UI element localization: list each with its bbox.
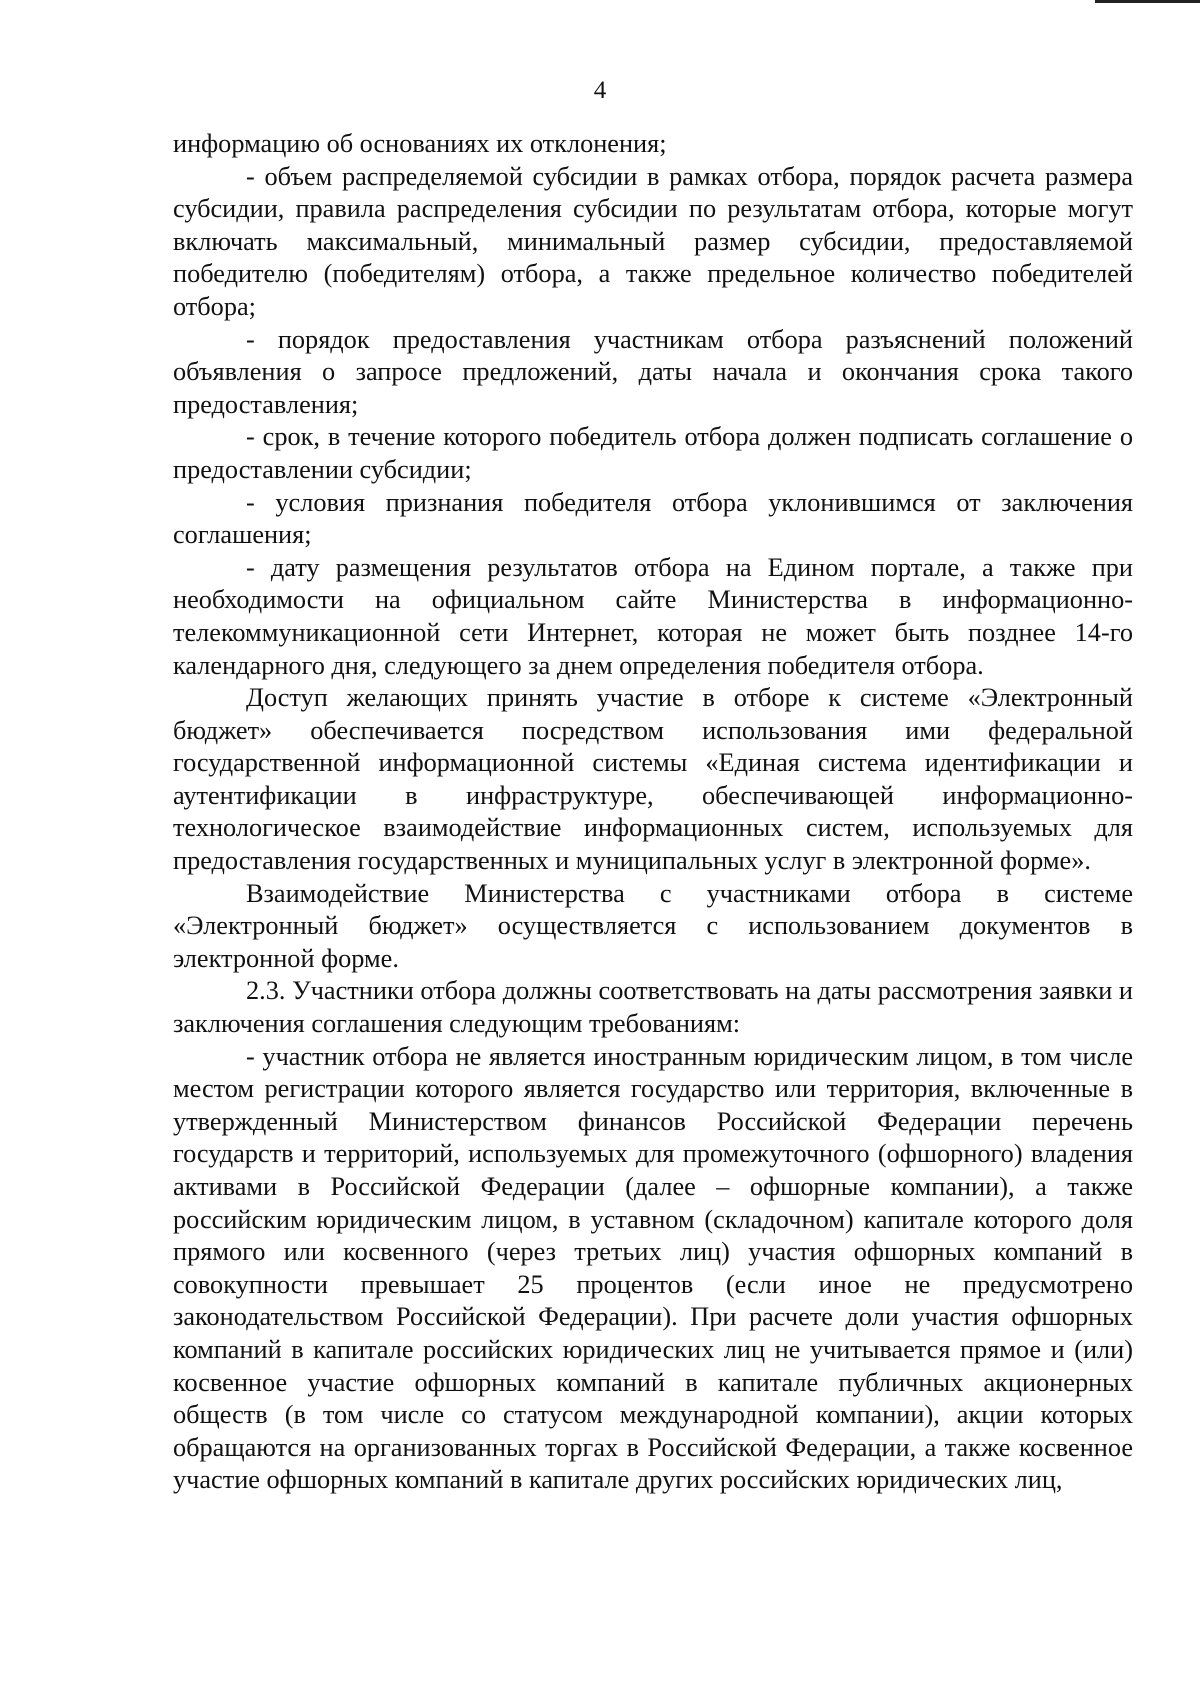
page-number: 4 [593,77,607,104]
scan-edge-mark [1095,0,1200,3]
list-item-evasion-conditions: - условия признания победителя отбора уклонившимся от заключения соглашения; [173,487,1133,550]
list-item-signing-deadline: - срок, в течение которого победитель отбора должен подписать соглашение о предоставлении субсидии; [173,422,1133,484]
list-item-offshore-requirement: - участник отбора не является иностранным юридическим лицом, в том числе местом регистрации которого является государство или территория, включенные в утвержденный Министерством финансов Российской Федерации перечень государств и территорий, используемых для промежуточного (офшорного) владения активами в Российской Федерации (далее – офшорные компании), а также российским юридическим лицом, в уставном (складочном) капитале которого доля прямого или косвенного (через третьих лиц) участия офшорных компаний в совокупности превышает 25 процентов (если иное не предусмотрено законодательством Российской Федерации). При расчете доли участия офшорных компаний в капитале российских юридических лиц не учитывается прямое и (или) косвенное участие офшорных компаний в капитале публичных акционерных обществ (в том числе со статусом международной компании), акции которых обращаются на организованных торгах в Российской Федерации, а также косвенное участие офшорных компаний в капитале других российских юридических лиц, [173,1041,1133,1495]
document-body [173,128,1133,1497]
paragraph-continuation: информацию об основаниях их отклонения; [173,129,667,158]
paragraph-system-access: Доступ желающих принять участие в отборе к системе «Электронный бюджет» обеспечивается посредством использования ими федеральной государственной информационной системы «Единая система идентификации и аутентификации в инфраструктуре, обеспечивающей информационно-технологическое взаимодействие информационных систем, используемых для предоставления государственных и муниципальных услуг в электронной форме». [173,683,1133,876]
list-item-results-date: - дату размещения результатов отбора на Едином портале, а также при необходимости на официальном сайте Министерства в информационно-телекоммуникационной сети Интернет, которая не может быть позднее 14-го календарного дня, следующего за днем определения победителя отбора. [173,552,1133,680]
list-item-clarification-procedure: - порядок предоставления участникам отбора разъяснений положений объявления о запросе предложений, даты начала и окончания срока такого предоставления; [173,324,1133,419]
list-item-subsidy-volume: - объем распределяемой субсидии в рамках отбора, порядок расчета размера субсидии, правила распределения субсидии по результатам отбора, которые могут включать максимальный, минимальный размер субсидии, предоставляемой победителю (победителям) отбора, а также предельное количество победителей отбора; [173,161,1133,321]
paragraph-interaction: Взаимодействие Министерства с участниками отбора в системе «Электронный бюджет» осуществляется с использованием документов в электронной форме. [173,878,1133,973]
paragraph-section-2-3: 2.3. Участники отбора должны соответствовать на даты рассмотрения заявки и заключения соглашения следующим требованиям: [173,976,1133,1039]
